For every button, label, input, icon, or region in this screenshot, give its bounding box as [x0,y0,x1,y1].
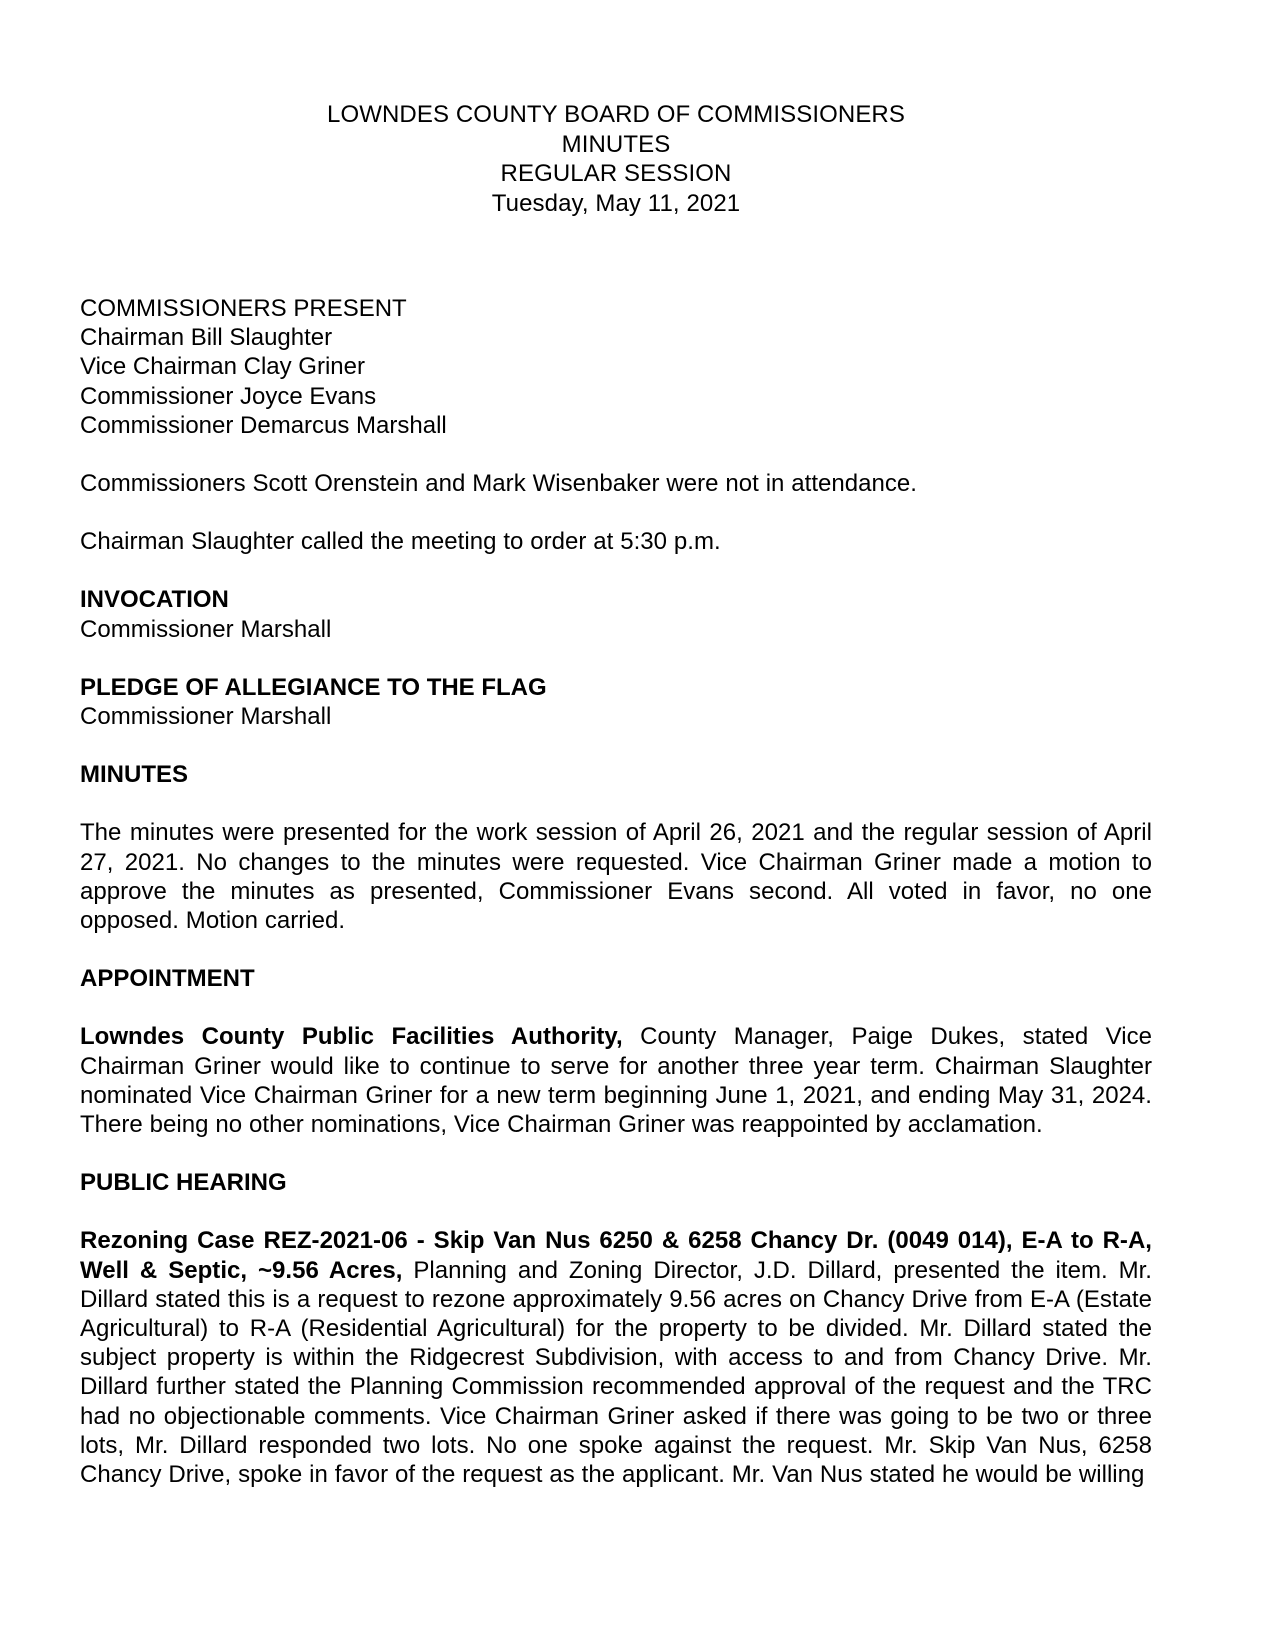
spacer [80,993,1152,1022]
attendance-member: Commissioner Demarcus Marshall [80,411,447,439]
spacer [80,731,1152,760]
document-content [80,0,1152,1489]
appointment-item-title: Lowndes County Public Facilities Authority, [80,1023,623,1051]
invocation-body: Commissioner Marshall [80,615,332,643]
appointment-item [80,1022,1152,1139]
header-line-organization: LOWNDES COUNTY BOARD OF COMMISSIONERS [327,101,905,128]
invocation-heading: INVOCATION [80,586,229,614]
spacer [80,789,1152,818]
spacer [80,1139,1152,1168]
pledge-heading: PLEDGE OF ALLEGIANCE TO THE FLAG [80,673,547,701]
attendance-member: Chairman Bill Slaughter [80,324,333,352]
rezoning-case-item [80,1226,1152,1489]
spacer [80,1197,1152,1226]
rezoning-case-body: Planning and Zoning Director, J.D. Dillard, presented the item. Mr. Dillard stated this is a request to rezone approximately 9.56 acres on Chancy Drive from E-A (Estate Agricultural) to R-A (Residential Agricultural) for the property to be divided. Mr. Dillard stated the subject property is within the Ridgecrest Subdivision, with access to and from Chancy Drive. Mr. Dillard further stated the Planning Commission recommended approval of the request and the TRC had no objectionable comments. Vice Chairman Griner asked if there was going to be two or three lots, Mr. Dillard responded two lots. No one spoke against the request. Mr. Skip Van Nus, 6258 Chancy Drive, spoke in favor of the request as the applicant. Mr. Van Nus stated he would be willing [80,1256,1152,1489]
absent-note: Commissioners Scott Orenstein and Mark Wisenbaker were not in attendance. [80,470,917,498]
spacer [80,644,1152,673]
document-body [80,294,1152,1489]
header-line-date: Tuesday, May 11, 2021 [491,189,741,217]
minutes-heading: MINUTES [80,761,188,789]
call-to-order: Chairman Slaughter called the meeting to order at 5:30 p.m. [80,528,721,556]
attendance-heading: COMMISSIONERS PRESENT [80,295,407,322]
document-header [80,100,1152,218]
attendance-member: Commissioner Joyce Evans [80,382,377,410]
pledge-body: Commissioner Marshall [80,703,332,731]
minutes-body: The minutes were presented for the work session of April 26, 2021 and the regular session of April 27, 2021. No changes to the minutes were requested. Vice Chairman Griner made a motion to approve the minutes as presented, Commissioner Evans second. All voted in favor, no one opposed. Motion carried. [80,819,1152,935]
rezoning-case-title: Rezoning Case REZ-2021-06 - Skip Van Nus 6250 & 6258 Chancy Dr. (0049 014), E-A to R-A, Well & Septic, ~9.56 Acres, [80,1227,1152,1284]
appointment-item-body: County Manager, Paige Dukes, stated Vice Chairman Griner would like to continue to serve for another three year term. Chairman Slaughter nominated Vice Chairman Griner for a new term beginning June 1, 2021, and ending May 31, 2024. There being no other nominations, Vice Chairman Griner was reappointed by acclamation. [80,1023,1152,1139]
attendance-member: Vice Chairman Clay Griner [80,353,365,381]
header-line-doctype: MINUTES [561,130,671,158]
spacer [80,440,1152,469]
spacer [80,935,1152,964]
spacer [80,498,1152,527]
spacer [80,556,1152,585]
attendance-section [80,294,1152,440]
public-hearing-heading: PUBLIC HEARING [80,1169,287,1197]
header-line-session: REGULAR SESSION [500,160,732,187]
appointment-heading: APPOINTMENT [80,965,255,993]
